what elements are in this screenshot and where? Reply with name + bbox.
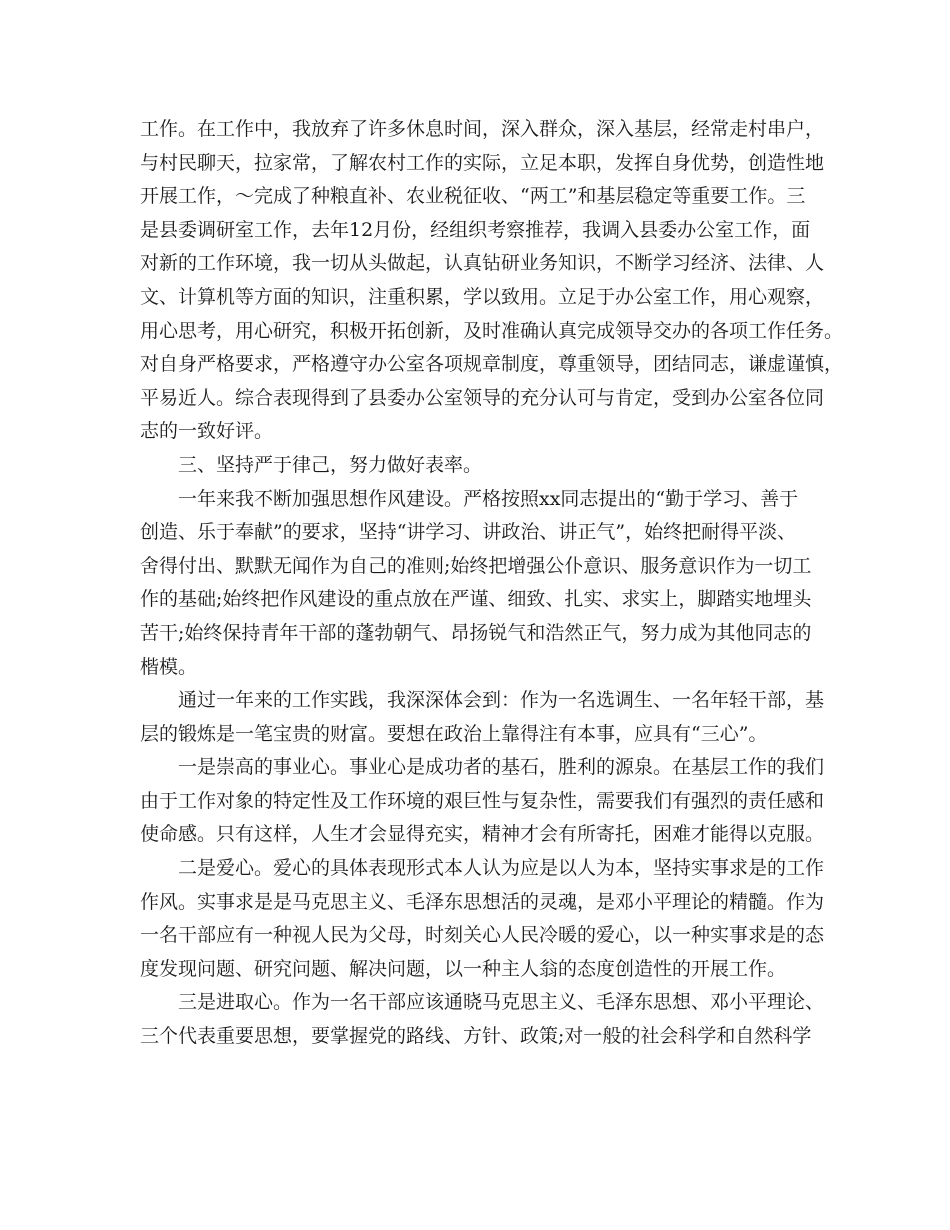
text-line: 一是崇高的事业心。事业心是成功者的基石，胜利的源泉。在基层工作的我们	[178, 756, 825, 779]
section-heading: 三、坚持严于律己，努力做好表率。	[178, 453, 483, 476]
text-line: 创造、乐于奉献”的要求，坚持“讲学习、讲政治、讲正气”，始终把耐得平淡、	[140, 521, 797, 544]
text-line: 工作。在工作中，我放弃了许多休息时间，深入群众，深入基层，经常走村串户，	[140, 118, 825, 140]
text-line: 平易近人。综合表现得到了县委办公室领导的充分认可与肯定，受到办公室各位同	[140, 386, 825, 409]
text-line: 用心思考，用心研究，积极开拓创新，及时准确认真完成领导交办的各项工作任务。	[140, 319, 844, 342]
document-body	[140, 113, 844, 1054]
text-line: 由于工作对象的特定性及工作环境的艰巨性与复杂性，需要我们有强烈的责任感和	[140, 789, 825, 812]
text-line: 二是爱心。爱心的具体表现形式本人认为应是以人为本，坚持实事求是的工作	[178, 857, 825, 880]
text-line: 三是进取心。作为一名干部应该通晓马克思主义、毛泽东思想、邓小平理论、	[178, 991, 825, 1014]
text-line: 是县委调研室工作，去年12月份，经组织考察推荐，我调入县委办公室工作，面	[140, 218, 811, 241]
text-line: 层的锻炼是一笔宝贵的财富。要想在政治上靠得注有本事，应具有“三心”。	[140, 722, 768, 745]
text-line: 作风。实事求是是马克思主义、毛泽东思想活的灵魂，是邓小平理论的精髓。作为	[140, 890, 825, 913]
text-line: 与村民聊天，拉家常，了解农村工作的实际，立足本职，发挥自身优势，创造性地	[140, 151, 825, 174]
text-line: 苦干;始终保持青年干部的蓬勃朝气、昂扬锐气和浩然正气，努力成为其他同志的	[140, 621, 812, 644]
text-line: 使命感。只有这样，人生才会显得充实，精神才会有所寄托，困难才能得以克服。	[140, 823, 825, 846]
text-line: 志的一致好评。	[140, 420, 274, 443]
text-line: 对自身严格要求，严格遵守办公室各项规章制度，尊重领导，团结同志，谦虚谨慎，	[140, 353, 844, 376]
text-line: 通过一年来的工作实践，我深深体会到：作为一名选调生、一名年轻干部，基	[178, 689, 825, 712]
text-line: 开展工作，～完成了种粮直补、农业税征收、“两工”和基层稳定等重要工作。三	[140, 185, 806, 208]
text-line: 楷模。	[140, 655, 198, 678]
text-line: 一名干部应有一种视人民为父母，时刻关心人民冷暖的爱心，以一种实事求是的态	[140, 924, 825, 947]
text-line: 一年来我不断加强思想作风建设。严格按照xx同志提出的“勤于学习、善于	[178, 487, 799, 510]
text-line: 舍得付出、默默无闻作为自己的准则;始终把增强公仆意识、服务意识作为一切工	[140, 554, 812, 577]
text-line: 对新的工作环境，我一切从头做起，认真钻研业务知识，不断学习经济、法律、人	[140, 252, 825, 275]
text-line: 文、计算机等方面的知识，注重积累，学以致用。立足于办公室工作，用心观察，	[140, 285, 825, 308]
text-line: 作的基础;始终把作风建设的重点放在严谨、细致、扎实、求实上，脚踏实地埋头	[140, 588, 812, 611]
text-line: 三个代表重要思想，要掌握党的路线、方针、政策;对一般的社会科学和自然科学	[140, 1025, 812, 1048]
text-line: 度发现问题、研究问题、解决问题，以一种主人翁的态度创造性的开展工作。	[140, 957, 787, 980]
